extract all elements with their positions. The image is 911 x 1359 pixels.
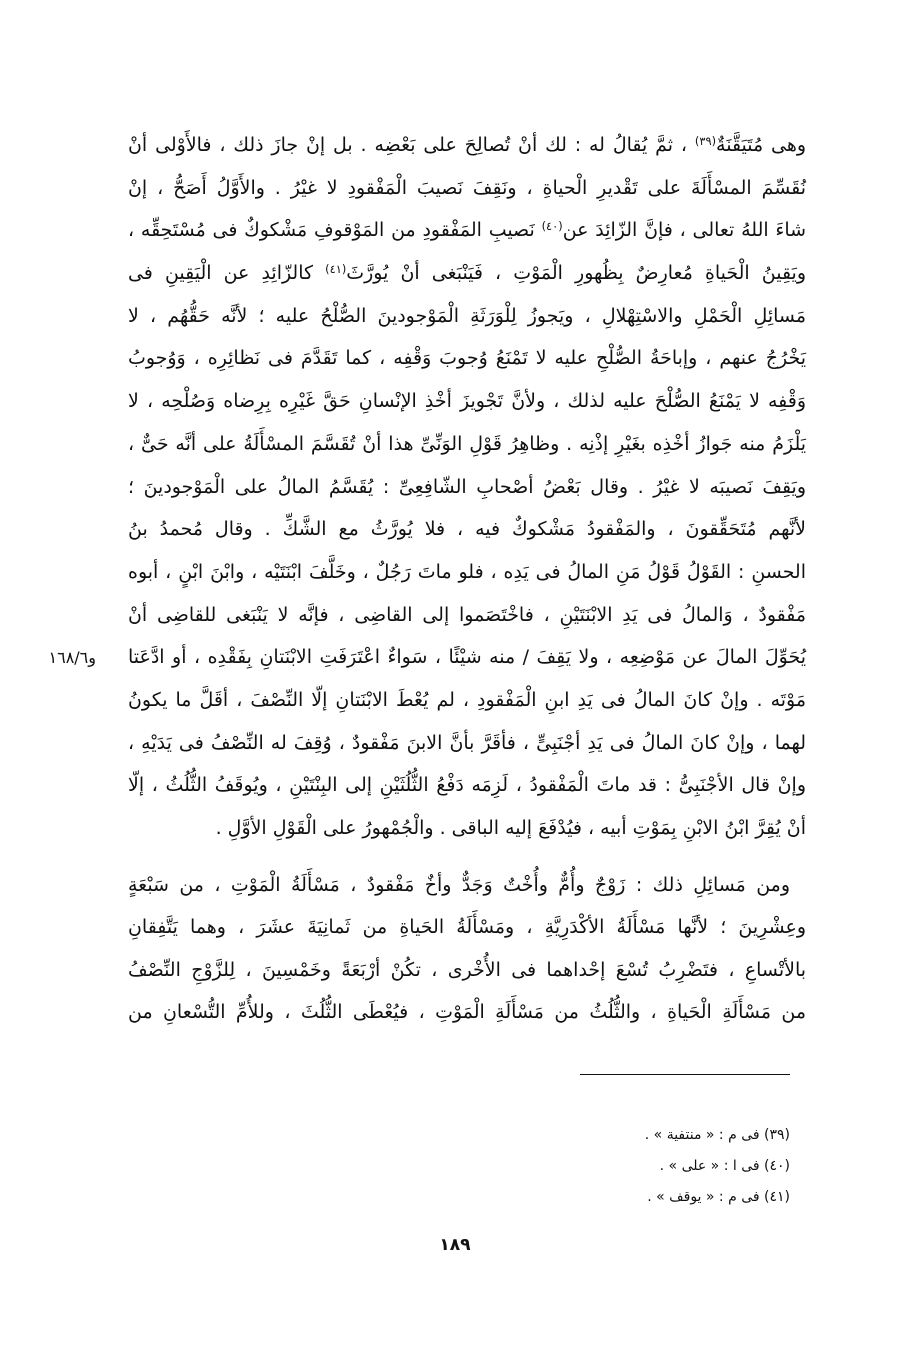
margin-folio-note (18, 646, 96, 670)
paragraph-1 (128, 124, 806, 850)
line-text: يَلْزَمُ منه جَوازُ أخْذِه بغَيْرِ إذْنِه . وظاهِرُ قَوْلِ الوَنِّىِّ هذا أنْ تُقَسَّمَ المسْأَلَةُ على أنَّه حَىٌّ ، (128, 432, 806, 455)
line-text-part: وهى مُتَيَقَّنَةٌ (716, 134, 806, 156)
line-text-part: ، ثمَّ يُقالُ له : لك أنْ تُصالِحَ على بَعْضِه . بل إنْ جازَ ذلك ، فالأَوْلى أنْ (128, 134, 695, 156)
footnote-ref: (٤١) (325, 261, 347, 276)
body-line-14 (128, 679, 806, 722)
line-text: نُقَسِّمَ المسْأَلَةَ على تَقْديرِ الْحياةِ ، ونَقِفَ نَصيبَ الْمَفْقودِ لا غيْرُ . والأَوَّلُ أَصَحُّ ، إنْ (128, 176, 806, 199)
line-text: وعِشْرِينَ ؛ لأنَّها مَسْأَلَةُ الأكْدَرِيَّةِ ، ومَسْأَلَةُ الحَياةِ من ثَمانِيَةَ عشَرَ ، وهما يَتَّفِقانِ (128, 916, 806, 939)
footnote: (٣٩) فى م : « منتفية » . (644, 1127, 790, 1143)
body-line-15 (128, 722, 806, 765)
body-line-17 (128, 807, 806, 850)
footnote-ref: (٤٠) (541, 219, 563, 234)
line-text-part: شاءَ اللهُ تعالى ، فإنَّ الزّائِدَ عن (562, 219, 807, 242)
body-line-18 (128, 864, 806, 906)
body-line-6 (128, 337, 806, 380)
line-text: وَقْفِه لا يَمْنَعُ الصُّلْحَ عليه لذلك ، ولأنَّ تَجْويزَ أخْذِ الإنْسانِ حَقَّ غَيْرِه بِرِضاه وَصُلْحِه ، لا (128, 390, 806, 413)
line-text (128, 219, 806, 241)
body-line-9 (128, 466, 806, 509)
body-line-19 (128, 906, 806, 948)
margin-note-text: ١٦٨/٦و (48, 648, 96, 667)
line-text: يَخْرُجُ عنهم ، وإباحَةُ الصُّلْحِ عليه لا تَمْنَعُ وُجوبَ وَقْفِه ، كما تَقَدَّمَ فى نَظائِرِه ، وَوُجوبُ (128, 347, 806, 370)
line-text-part: كالزّائِدِ عن الْيَقِينِ فى (128, 262, 326, 285)
line-text: لهما ، وإنْ كانَ المالُ فى يَدِ أجْنَبِىٍّ ، فأقَرَّ بأنَّ الابنَ مَفْقودٌ ، وُقِفَ له النِّصْفُ فى يَدَيْهِ ، (128, 731, 806, 754)
line-text (128, 262, 806, 284)
body-line-16 (128, 764, 806, 807)
line-text: يُحَوِّلَ المالَ عن مَوْضِعِه ، ولا يَقِفَ / منه شيْئًا ، سَواءٌ اعْتَرَفَتِ الابْنَتانِ بِفَقْدِه ، أو ادَّعَتا (128, 646, 806, 669)
body-line-3 (128, 209, 806, 252)
footnotes (300, 1120, 790, 1213)
line-text: من مَسْأَلَةِ الْحَياةِ ، والثُّلُثُ من مَسْأَلَةِ الْمَوْتِ ، فيُعْطَى الثُّلُثَ ، وللأُمِّ التُّسْعانِ من (128, 1000, 806, 1023)
body-line-7 (128, 380, 806, 423)
footnote: (٤٠) فى ا : « على » . (659, 1158, 790, 1174)
line-text: مَفْقودٌ ، وَالمالُ فى يَدِ الابْنَتَيْنِ ، فاخْتَصَموا إلى القاضِى ، فإنَّه لا يَنْبَغى للقاضِى أنْ (128, 603, 806, 626)
line-text: ومن مَسائِلِ ذلك : زَوْجٌ وأُمٌّ وأُخْتٌ وَجَدٌّ وأخٌ مَفْقودٌ ، مَسْأَلَةُ الْمَوْتِ ، من سَبْعَةٍ (128, 874, 790, 896)
body-line-20 (128, 949, 806, 991)
footnote-ref: (٣٩) (694, 133, 717, 148)
body-line-4 (128, 252, 806, 295)
line-text: أنْ يُقِرَّ ابْنُ الابْنِ بِمَوْتِ أبيه ، فيُدْفَعَ إليه الباقى . والْجُمْهورُ على الْقَوْلِ الأوَّلِ . (215, 817, 806, 839)
body-line-13 (128, 636, 806, 679)
body-line-5 (128, 295, 806, 338)
line-text: وإنْ قال الأجْنَبِىُّ : قد ماتَ الْمَفْقودُ ، لَزِمَه دَفْعُ الثُّلُثَيْنِ إلى البِنْتَيْنِ ، ويُوقَفُ الثُّلُثُ ، إلّا (128, 774, 806, 797)
line-text: بالأتْساعِ ، فتَضْرِبُ تُسْعَ إحْداهما فى الأُخْرى ، تكُنْ أرْبَعَةً وخَمْسِينَ ، لِلزَّوْجِ النِّصْفُ (128, 958, 806, 981)
body-line-12 (128, 594, 806, 637)
footnote: (٤١) فى م : « يوقف » . (647, 1189, 790, 1205)
line-text-part: ويَقِينُ الْحَياةِ مُعارِضٌ بِظُهورِ الْمَوْتِ ، فَيَنْبَغى أنْ يُورَّثَ (346, 262, 806, 285)
page-number: ١٨٩ (439, 1235, 471, 1255)
body-line-1 (128, 124, 806, 167)
footnote-separator (580, 1074, 790, 1075)
body-line-2 (128, 167, 806, 210)
line-text-part: نَصيبِ المَفْقودِ من المَوْقوفِ مَشْكوكٌ فى مُسْتَحِقِّه ، (128, 219, 542, 242)
line-text: مَسائِلِ الْحَمْلِ والاسْتِهْلالِ ، ويَجوزُ لِلْوَرَثَةِ الْمَوْجودينَ الصُّلْحُ عليه ؛ لأنَّه حَقُّهُم ، لا (128, 304, 806, 327)
body-line-10 (128, 508, 806, 551)
body-line-21 (128, 991, 806, 1033)
paragraph-2 (128, 864, 806, 1033)
line-text: مَوْتَه . وإنْ كانَ المالُ فى يَدِ ابنِ الْمَفْقودِ ، لم يُعْطَ الابْنَتانِ إلّا النِّصْفَ ، أقَلَّ ما يكونُ (128, 688, 806, 711)
line-text: ويَقِفَ نَصيبَه لا غيْرُ . وقال بَعْضُ أصْحابِ الشّافِعِىِّ : يُقَسَّمُ المالُ على الْمَوْجودينَ ؛ (128, 475, 806, 498)
line-text: لأنَّهم مُتَحَقِّقونَ ، والمَفْقودُ مَشْكوكٌ فيه ، فلا يُورَّثُ مع الشَّكِّ . وقال مُحمدُ بنُ (128, 518, 806, 541)
body-line-8 (128, 423, 806, 466)
body-line-11 (128, 551, 806, 594)
line-text (128, 134, 806, 156)
line-text: الحسنِ : القَوْلُ قَوْلُ مَنِ المالُ فى يَدِه ، فلو ماتَ رَجُلٌ ، وخَلَّفَ ابْنَتَيْه ، وابْنَ ابْنٍ ، أبوه (128, 560, 806, 583)
